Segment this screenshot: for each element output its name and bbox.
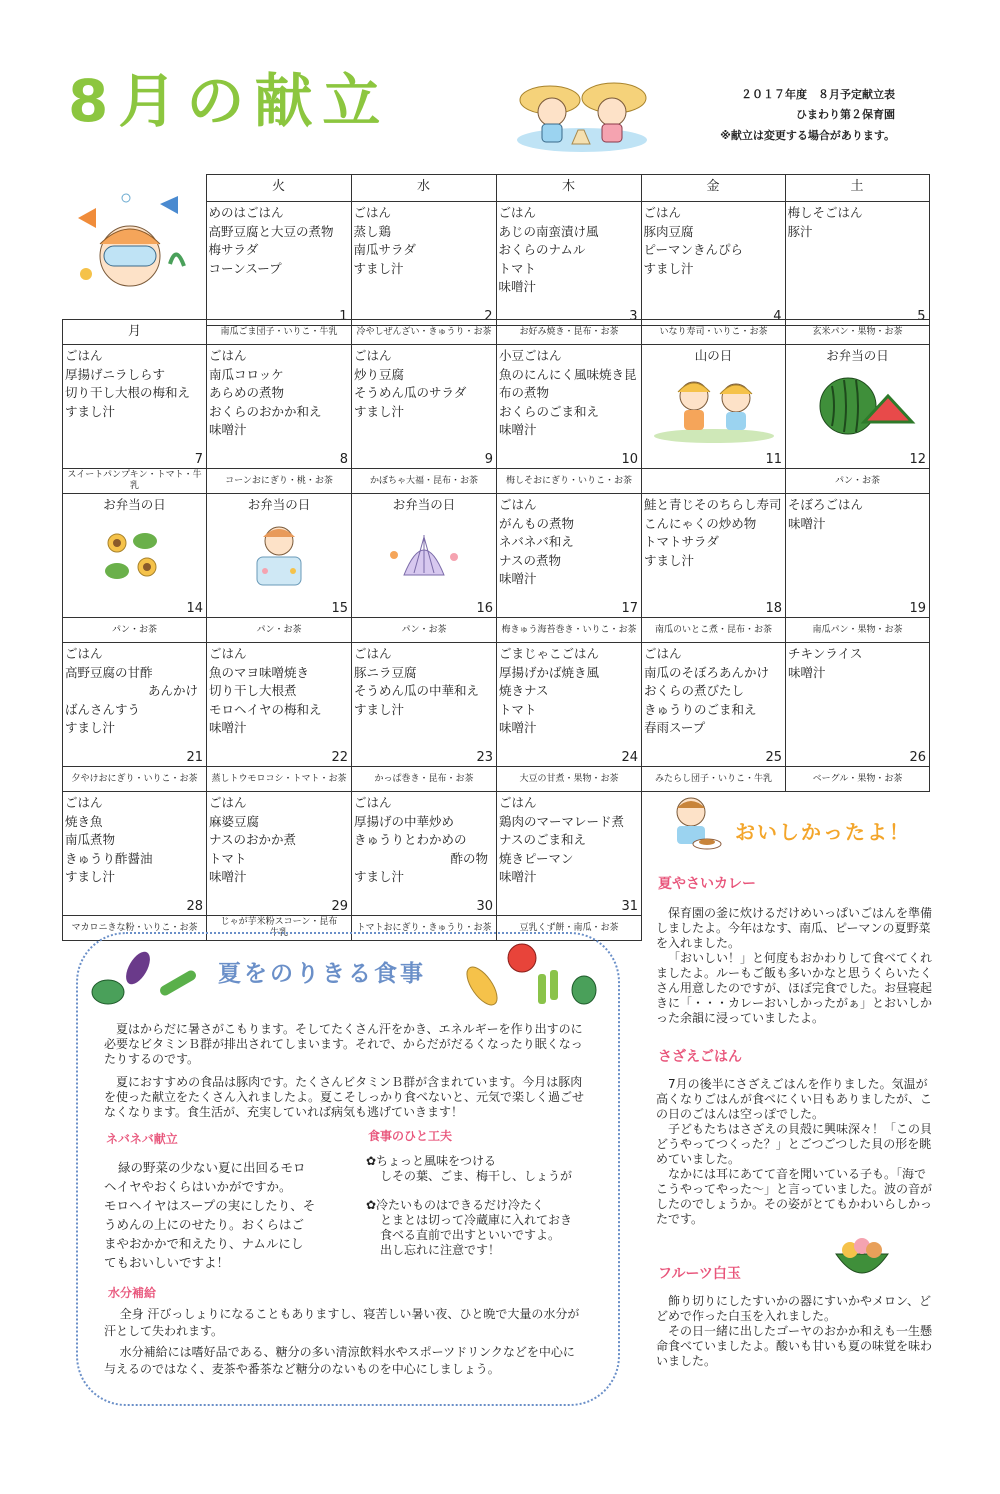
neba-title: ネバネバ献立	[106, 1132, 178, 1146]
snack-cell: みたらし団子・いりこ・牛乳	[642, 767, 786, 792]
sunflower-illustration	[65, 515, 205, 593]
change-note: ※献立は変更する場合があります。	[720, 129, 895, 142]
bento-day-cell	[352, 494, 497, 601]
menu-cell: 小豆ごはん 魚のにんにく風味焼き昆 布の煮物 おくらのごま和え 味噌汁	[497, 345, 642, 452]
menu-cell: ごはん 高野豆腐の甘酢 あんかけ ばんさんすう すまし汁	[63, 643, 207, 750]
child-bath-illustration	[209, 515, 349, 593]
watermelon-illustration	[788, 366, 928, 444]
menu-cell: ごはん 魚のマヨ味噌焼き 切り干し大根煮 モロヘイヤの梅和え 味噌汁	[207, 643, 352, 750]
menu-cell: ごはん 炒り豆腐 そうめん瓜のサラダ すまし汁	[352, 345, 497, 452]
snack-cell: 蒸しトウモロコシ・トマト・お茶	[207, 767, 352, 792]
calendar-week1	[62, 174, 930, 326]
menu-cell: 梅しそごはん 豚汁	[785, 202, 929, 309]
bento-day-label: お弁当の日	[103, 497, 166, 512]
fruit-title: フルーツ白玉	[658, 1266, 741, 1282]
kufu-text: ✿ちょっと風味をつける しその葉、ごま、梅干し、しょうが ✿冷たいものはできるだけ冷たく とまとは切って冷蔵庫に入れておき 食べる直前で出すといいですよ。 出し忘れに注意です！	[366, 1154, 573, 1257]
menu-cell: ごはん 麻婆豆腐 ナスのおかか煮 トマト 味噌汁	[207, 792, 352, 899]
bento-day-cell	[786, 345, 930, 452]
menu-cell: ごはん 鶏肉のマーマレード煮 ナスのごま和え 焼きピーマン 味噌汁	[497, 792, 642, 899]
date-number: 28	[63, 898, 207, 916]
snack-cell: 南瓜パン・果物・お茶	[786, 618, 930, 643]
year-line: ２０１７年度 ８月予定献立表	[741, 88, 895, 101]
date-number: 9	[352, 451, 497, 469]
date-number: 12	[786, 451, 930, 469]
date-number: 15	[207, 600, 352, 618]
date-number: 4	[641, 308, 785, 326]
day-header-sat: 土	[785, 175, 929, 202]
snack-cell: かっぱ巻き・昆布・お茶	[352, 767, 497, 792]
menu-cell: ごまじゃこごはん 厚揚げかば焼き風 焼きナス トマト 味噌汁	[497, 643, 642, 750]
menu-cell: めのはごはん 高野豆腐と大豆の煮物 梅サラダ コーンスープ	[206, 202, 351, 309]
neba-text: 緑の野菜の少ない夏に出回るモロ ヘイヤやおくらはいかがですか。 モロヘイヤはスープの実にしたり、そ うめんの上にのせたり。おくらはご まやおかかで和えたり、ナムルにし てもおいしいですよ！	[104, 1160, 316, 1270]
calendar-main	[62, 319, 930, 941]
date-number: 23	[352, 749, 497, 767]
day-header-wed: 水	[351, 175, 496, 202]
fruit-bowl-illustration	[832, 1232, 892, 1282]
date-number: 25	[642, 749, 786, 767]
curry-text: 保育園の釜に炊けるだけめいっぱいごはんを準備しましたよ。今年はなす、南瓜、ピーマンの夏野菜を入れました。 「おいしい！」と何度もおかわりして食べてくれましたよ。ルーもご飯も多いかなと思うくらいたくさん用意したのですが、ほぼ完食でした。お昼寝起きに「・・・カレーおいしかったがぁ」とおいしかった余韻に浸っていましたよ。	[656, 906, 933, 1025]
snack-cell: パン・お茶	[352, 618, 497, 643]
date-number: 5	[785, 308, 929, 326]
date-number: 11	[642, 451, 786, 469]
snack-cell: じゃが芋米粉スコーン・昆布 牛乳	[207, 916, 352, 941]
date-number: 14	[63, 600, 207, 618]
child-eating-illustration	[655, 790, 727, 854]
date-number: 2	[351, 308, 496, 326]
snack-cell: パン・お茶	[786, 469, 930, 494]
menu-cell: そぼろごはん 味噌汁	[786, 494, 930, 601]
snack-cell: 南瓜ごま団子・いりこ・牛乳	[207, 320, 352, 345]
snack-cell: かぼちゃ大福・昆布・お茶	[352, 469, 497, 494]
bento-day-cell	[63, 494, 207, 601]
bento-day-label: お弁当の日	[247, 497, 311, 512]
day-header-fri: 金	[641, 175, 785, 202]
date-number: 29	[207, 898, 352, 916]
menu-cell: チキンライス 味噌汁	[786, 643, 930, 750]
bento-day-label: お弁当の日	[392, 497, 456, 512]
snack-cell: 玄米パン・果物・お茶	[786, 320, 930, 345]
menu-cell: ごはん 南瓜のそぼろあんかけ おくらの煮びたし きゅうりのごま和え 春雨スープ	[642, 643, 786, 750]
sazae-text: 7月の後半にさざえごはんを作りました。気温が高くなりごはんが食べにくい日もありましたが、この日のごはんは空っぽでした。 子どもたちはさざえの貝殻に興味深々！「この貝どうやってつくった？」とごつごつした貝の形を眺めていました。 なかには耳にあてて音を聞いている子も。「海でこうやってやった～」と言っていました。波の音がしたのでしょうか。その姿がとてもかわいらしかったです。	[656, 1077, 933, 1226]
sazae-title: さざえごはん	[658, 1049, 742, 1065]
day-header-mon: 月	[63, 320, 207, 345]
snack-cell: 豆乳くず餅・南瓜・お茶	[497, 916, 642, 941]
date-number: 1	[206, 308, 351, 326]
day-header-thu: 木	[496, 175, 641, 202]
date-number: 10	[497, 451, 642, 469]
snack-cell: 冷やしぜんざい・きゅうり・お茶	[352, 320, 497, 345]
snack-cell: ベーグル・果物・お茶	[786, 767, 930, 792]
mountain-day-cell	[642, 345, 786, 452]
water-title: 水分補給	[108, 1286, 157, 1300]
vegetables-right-illustration	[452, 940, 602, 1012]
kufu-title: 食事のひと工夫	[368, 1129, 453, 1143]
snack-cell: 大豆の甘煮・果物・お茶	[497, 767, 642, 792]
date-number: 30	[352, 898, 497, 916]
menu-cell: ごはん 豚肉豆腐 ピーマンきんぴら すまし汁	[641, 202, 785, 309]
date-number: 24	[497, 749, 642, 767]
date-number: 17	[497, 600, 642, 618]
menu-cell: ごはん 蒸し鶏 南瓜サラダ すまし汁	[351, 202, 496, 309]
menu-cell: ごはん 厚揚げの中華炒め きゅうりとわかめの 酢の物 すまし汁	[352, 792, 497, 899]
snack-cell: 梅しそおにぎり・いりこ・お茶	[497, 469, 642, 494]
tips-intro-1: 夏はからだに暑さがこもります。そしてたくさん汗をかき、エネルギーを作り出すのに必要なビタミンＢ群が排出されてしまいます。それで、からだがだるくなったり眠くなったりするのです。	[104, 1022, 583, 1066]
tips-intro-2: 夏におすすめの食品は豚肉です。たくさんビタミンＢ群が含まれています。今月は豚肉を使った献立をたくさん入れましたよ。夏こそしっかり食べないと、元気で楽しく過ごせなくなります。食生活が、充実していれば病気も逃げていきます！	[104, 1075, 585, 1119]
snack-cell: 南瓜のいとこ煮・昆布・お茶	[642, 618, 786, 643]
curry-title: 夏やさいカレー	[658, 876, 756, 892]
menu-cell: ごはん あじの南蛮漬け風 おくらのナムル トマト 味噌汁	[496, 202, 641, 309]
water-text-1: 全身 汗びっしょりになることもありますし、寝苦しい暑い夜、ひと晩で大量の水分が汗として失われます。	[104, 1307, 580, 1338]
tips-title: 夏をのりきる食事	[218, 961, 426, 987]
right-column-title: おいしかったよ！	[735, 820, 911, 844]
snack-cell: コーンおにぎり・桃・お茶	[207, 469, 352, 494]
menu-cell: ごはん 厚揚げニラしらす 切り干し大根の梅和え すまし汁	[63, 345, 207, 452]
date-number: 22	[207, 749, 352, 767]
menu-cell: ごはん 豚ニラ豆腐 そうめん瓜の中華和え すまし汁	[352, 643, 497, 750]
hiking-kids-illustration	[644, 366, 784, 444]
vegetables-left-illustration	[88, 948, 208, 1008]
menu-cell: 鮭と青じそのちらし寿司 こんにゃくの炒め物 トマトサラダ すまし汁	[642, 494, 786, 601]
date-number: 21	[63, 749, 207, 767]
snack-cell: 夕やけおにぎり・いりこ・お茶	[63, 767, 207, 792]
menu-cell: ごはん がんもの煮物 ネバネバ和え ナスの煮物 味噌汁	[497, 494, 642, 601]
school-name: ひまわり第２保育園	[796, 108, 895, 121]
snack-cell: マカロニきな粉・いりこ・お茶	[63, 916, 207, 941]
kids-beach-illustration	[512, 72, 652, 154]
shell-illustration	[354, 515, 494, 593]
menu-cell: ごはん 南瓜コロッケ あらめの煮物 おくらのおかか和え 味噌汁	[207, 345, 352, 452]
date-number: 31	[497, 898, 642, 916]
date-number: 26	[786, 749, 930, 767]
bento-day-cell	[207, 494, 352, 601]
date-number: 8	[207, 451, 352, 469]
menu-cell: ごはん 焼き魚 南瓜煮物 きゅうり酢醤油 すまし汁	[63, 792, 207, 899]
snack-cell: パン・お茶	[207, 618, 352, 643]
snack-cell: お好み焼き・昆布・お茶	[497, 320, 642, 345]
date-number: 3	[496, 308, 641, 326]
bento-day-label: お弁当の日	[826, 348, 889, 363]
snack-cell	[642, 469, 786, 494]
snack-cell: いなり寿司・いりこ・お茶	[642, 320, 786, 345]
page-title: 8月の献立	[68, 67, 391, 135]
snack-cell: トマトおにぎり・きゅうり・お茶	[352, 916, 497, 941]
date-number: 7	[63, 451, 207, 469]
date-number: 16	[352, 600, 497, 618]
snack-cell: 梅きゅう海苔巻き・いりこ・お茶	[497, 618, 642, 643]
snack-cell: スイートパンプキン・トマト・牛乳	[63, 469, 207, 494]
day-header-tue: 火	[206, 175, 351, 202]
date-number: 19	[786, 600, 930, 618]
fruit-text: 飾り切りにしたすいかの器にすいかやメロン、どどめで作った白玉を入れました。 その日一緒に出したゴーヤのおかか和えも一生懸命食べていましたよ。酸いも甘いも夏の味覚を味わいました。	[656, 1294, 933, 1368]
date-number: 18	[642, 600, 786, 618]
water-text-2: 水分補給には嗜好品である、糖分の多い清涼飲料水やスポーツドリンクなどを中心に与えるのではなく、麦茶や番茶など糖分のないものを中心にしましょう。	[104, 1345, 575, 1376]
holiday-label: 山の日	[694, 348, 733, 363]
snack-cell: パン・お茶	[63, 618, 207, 643]
